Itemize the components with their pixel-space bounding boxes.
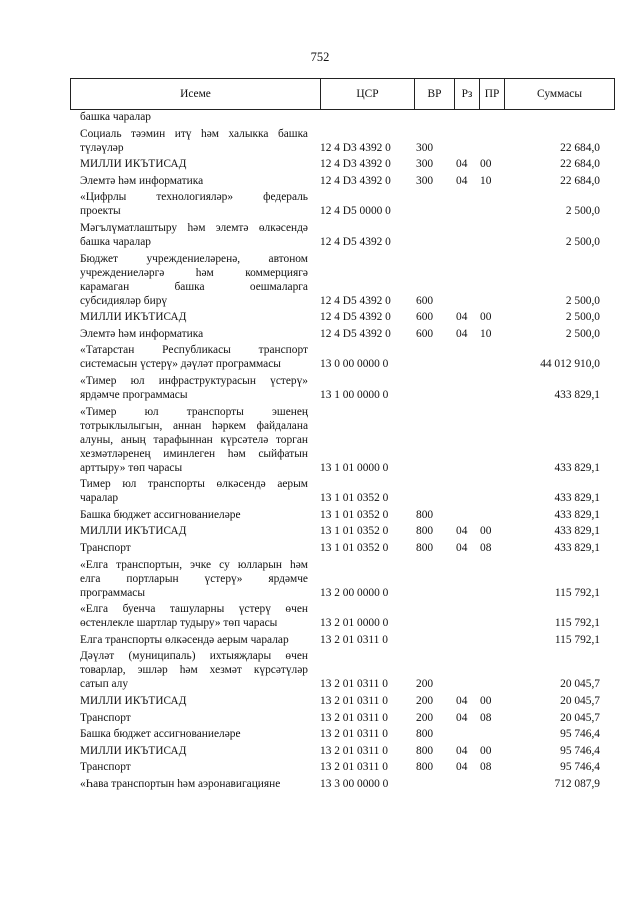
row-rz: 04: [456, 744, 468, 757]
row-name-line: тотрыклылыгын, аннан һәркем файдалана: [80, 419, 308, 432]
table-row: [0, 508, 640, 522]
row-rz: 04: [456, 158, 468, 171]
row-csr: 12 4 D5 4392 0: [320, 327, 391, 340]
row-name-line: субсидияләр бирү: [80, 294, 168, 307]
row-name: [80, 190, 308, 218]
row-name-line: хезмәтләренең иминлеген һәм сыйфатын: [80, 447, 308, 460]
row-name-line: Дәүләт (муниципаль) ихтыяҗлары өчен: [80, 650, 308, 663]
row-csr: 13 2 01 0311 0: [320, 761, 388, 774]
row-sum: 95 746,4: [560, 761, 600, 774]
row-name-line: Элемтә һәм информатика: [80, 174, 204, 187]
table-row: [0, 558, 640, 600]
row-name-line: Башка бюджет ассигнованиеләре: [80, 508, 241, 521]
table-row: [0, 477, 640, 505]
row-sum: 115 792,1: [554, 617, 600, 630]
row-csr: 13 1 01 0352 0: [320, 508, 389, 521]
table-row: [0, 221, 640, 249]
row-name-line: чаралар: [80, 492, 119, 505]
header-csr: ЦСР: [321, 79, 415, 109]
row-csr: 13 2 01 0311 0: [320, 678, 388, 691]
page-number: 752: [310, 50, 330, 64]
row-csr: 13 1 01 0352 0: [320, 492, 389, 505]
table-header: [70, 78, 615, 110]
row-name: [80, 127, 308, 155]
row-name: [80, 744, 308, 758]
row-csr: 13 2 01 0311 0: [320, 695, 388, 707]
table-row: [0, 760, 640, 774]
row-rz: 04: [456, 525, 468, 538]
row-name-line: программасы: [80, 586, 146, 599]
row-csr: 12 4 D3 4392 0: [320, 174, 391, 187]
row-name-line: товарлар, эшләр һәм хезмәт күрсәтүләр: [80, 664, 308, 677]
row-sum: 433 829,1: [554, 389, 600, 401]
row-name: [80, 711, 308, 725]
row-name-line: Транспорт: [80, 542, 131, 554]
row-name: [80, 252, 308, 308]
row-name: [80, 310, 308, 324]
row-csr: 12 4 D5 4392 0: [320, 294, 391, 307]
row-name-line: Транспорт: [80, 761, 131, 774]
row-vr: 800: [416, 728, 434, 741]
row-csr: 13 3 00 0000 0: [320, 778, 389, 790]
table-row: [0, 744, 640, 758]
row-name: [80, 602, 308, 630]
row-name-line: МИЛЛИ ИКЪТИСАД: [80, 311, 187, 324]
table-row: [0, 694, 640, 708]
row-name-line: проекты: [80, 205, 121, 218]
row-name: [80, 524, 308, 538]
row-name-line: «Татарстан Республикасы транспорт: [80, 344, 308, 357]
row-pr: 00: [480, 695, 492, 707]
row-name-line: елга портларын үстерү» ярдәмче: [80, 572, 308, 585]
row-name-line: «Елга буенча ташуларны үстерү өчен: [80, 603, 308, 616]
row-vr: 600: [416, 327, 434, 340]
row-pr: 10: [480, 327, 492, 340]
table-row: [0, 157, 640, 171]
row-name-line: өстенлекле шартлар тудыру» төп чарасы: [80, 617, 278, 630]
row-name-line: МИЛЛИ ИКЪТИСАД: [80, 695, 187, 707]
row-name-line: түләүләр: [80, 141, 124, 154]
row-name-line: учреждениеләргә һәм коммерциягә: [80, 266, 308, 279]
row-vr: 800: [416, 744, 434, 757]
row-name: [80, 541, 308, 555]
row-sum: 2 500,0: [565, 236, 600, 248]
row-rz: 04: [456, 542, 468, 554]
row-name: [80, 221, 308, 249]
row-name-line: арттыру» төп чарасы: [80, 461, 183, 474]
row-sum: 22 684,0: [560, 174, 600, 187]
row-name-line: МИЛЛИ ИКЪТИСАД: [80, 158, 187, 171]
row-rz: 04: [456, 695, 468, 707]
table-row: [0, 252, 640, 308]
row-name-line: сатып алу: [80, 678, 129, 691]
row-name: [80, 174, 308, 188]
row-sum: 95 746,4: [560, 744, 600, 757]
row-pr: 08: [480, 542, 492, 554]
row-name-line: Башка бюджет ассигнованиеләре: [80, 728, 241, 741]
row-sum: 22 684,0: [560, 141, 600, 154]
row-name-line: алуны, аның тарафыннан күрсәтелә торган: [80, 433, 308, 446]
row-name: [80, 760, 308, 774]
row-name: [80, 110, 308, 124]
row-name-line: Транспорт: [80, 711, 131, 724]
row-name: [80, 327, 308, 341]
table-row: [0, 727, 640, 741]
row-name-line: Элемтә һәм информатика: [80, 327, 204, 340]
row-pr: 00: [480, 525, 492, 538]
row-name: [80, 405, 308, 475]
row-sum: 115 792,1: [554, 633, 600, 646]
row-sum: 20 045,7: [560, 678, 600, 691]
row-rz: 04: [456, 711, 468, 724]
row-vr: 300: [416, 174, 434, 187]
header-vr: ВР: [415, 79, 455, 109]
header-sum: Суммасы: [537, 88, 582, 100]
row-name-line: «Тимер юл инфраструктурасын үстерү»: [80, 375, 308, 387]
row-vr: 600: [416, 311, 434, 324]
table-row: [0, 649, 640, 691]
row-name: [80, 694, 308, 708]
row-name-line: карамаган башка оешмаларга: [80, 280, 308, 293]
table-row: [0, 602, 640, 630]
row-rz: 04: [456, 311, 468, 324]
row-csr: 12 4 D3 4392 0: [320, 141, 391, 154]
table-row: [0, 327, 640, 341]
table-row: [0, 711, 640, 725]
header-rz: Рз: [455, 79, 480, 109]
row-name: [80, 477, 308, 505]
row-name-line: МИЛЛИ ИКЪТИСАД: [80, 525, 187, 538]
row-pr: 08: [480, 711, 492, 724]
table-row: [0, 374, 640, 402]
row-pr: 08: [480, 761, 492, 774]
row-sum: 712 087,9: [554, 778, 600, 790]
table-row: [0, 777, 640, 791]
row-name-line: Елга транспорты өлкәсендә аерым чаралар: [80, 633, 289, 646]
row-vr: 800: [416, 761, 434, 774]
table-row: [0, 174, 640, 188]
row-name: [80, 343, 308, 371]
row-sum: 433 829,1: [554, 461, 600, 474]
row-name-line: ярдәмче программасы: [80, 389, 188, 401]
row-sum: 433 829,1: [554, 542, 600, 554]
row-csr: 13 2 01 0311 0: [320, 728, 388, 741]
table-row: [0, 541, 640, 555]
row-vr: 300: [416, 158, 434, 171]
row-name: [80, 649, 308, 691]
table-row: [0, 633, 640, 647]
row-rz: 04: [456, 327, 468, 340]
row-rz: 04: [456, 174, 468, 187]
row-pr: 00: [480, 158, 492, 171]
header-name: Исеме: [71, 79, 321, 109]
row-csr: 13 1 00 0000 0: [320, 389, 389, 401]
row-name-line: «Цифрлы технологияләр» федераль: [80, 191, 308, 204]
row-name: [80, 727, 308, 741]
row-csr: 13 0 00 0000 0: [320, 358, 389, 371]
row-sum: 433 829,1: [554, 525, 600, 538]
row-pr: 00: [480, 311, 492, 324]
row-name-line: башка чаралар: [80, 236, 151, 248]
row-name: [80, 558, 308, 600]
row-sum: 20 045,7: [560, 695, 600, 707]
row-name-line: Бюджет учреждениеләренә, автоном: [80, 252, 308, 265]
row-csr: 12 4 D5 4392 0: [320, 236, 391, 248]
row-csr: 13 1 01 0000 0: [320, 461, 389, 474]
row-pr: 10: [480, 174, 492, 187]
table-row: [0, 310, 640, 324]
row-vr: 200: [416, 678, 434, 691]
row-vr: 800: [416, 525, 434, 538]
row-vr: 300: [416, 141, 434, 154]
row-sum: 95 746,4: [560, 728, 600, 741]
row-sum: 22 684,0: [560, 158, 600, 171]
row-name: [80, 374, 308, 402]
row-csr: 12 4 D5 0000 0: [320, 205, 391, 218]
row-vr: 800: [416, 508, 434, 521]
row-name: [80, 777, 308, 791]
row-name-line: системасын үстерү» дәүләт программасы: [80, 358, 281, 371]
header-pr: ПР: [480, 79, 505, 109]
row-name-line: Мәгълүматлаштыру һәм элемтә өлкәсендә: [80, 222, 308, 234]
row-csr: 13 2 01 0311 0: [320, 711, 388, 724]
row-csr: 12 4 D3 4392 0: [320, 158, 391, 171]
table-row: [0, 524, 640, 538]
row-csr: 13 2 00 0000 0: [320, 586, 389, 599]
table-row: [0, 405, 640, 475]
row-name-line: башка чаралар: [80, 111, 151, 123]
row-sum: 44 012 910,0: [540, 358, 600, 371]
row-csr: 13 2 01 0000 0: [320, 617, 389, 630]
row-rz: 04: [456, 761, 468, 774]
row-vr: 600: [416, 294, 434, 307]
row-name: [80, 157, 308, 171]
row-sum: 2 500,0: [565, 294, 600, 307]
row-name: [80, 508, 308, 522]
row-name-line: «Һава транспортын һәм аэронавигацияне: [80, 778, 281, 790]
table-row: [0, 127, 640, 155]
row-pr: 00: [480, 744, 492, 757]
row-name-line: «Тимер юл транспорты эшенең: [80, 405, 308, 418]
row-csr: 13 2 01 0311 0: [320, 744, 388, 757]
row-name-line: «Елга транспортын, эчке су юлларын һәм: [80, 558, 308, 571]
table-row: [0, 190, 640, 218]
table-row: [0, 343, 640, 371]
row-sum: 2 500,0: [565, 311, 600, 324]
row-sum: 2 500,0: [565, 205, 600, 218]
row-sum: 433 829,1: [554, 492, 600, 505]
row-vr: 200: [416, 695, 434, 707]
row-sum: 433 829,1: [554, 508, 600, 521]
row-name-line: Социаль тәэмин итү һәм халыкка башка: [80, 127, 308, 140]
table-row: [0, 110, 640, 124]
row-name-line: МИЛЛИ ИКЪТИСАД: [80, 744, 187, 757]
row-csr: 12 4 D5 4392 0: [320, 311, 391, 324]
row-sum: 20 045,7: [560, 711, 600, 724]
row-name-line: Тимер юл транспорты өлкәсендә аерым: [80, 478, 308, 491]
row-vr: 200: [416, 711, 434, 724]
row-vr: 800: [416, 542, 434, 554]
row-name: [80, 633, 308, 647]
row-sum: 115 792,1: [554, 586, 600, 599]
row-csr: 13 1 01 0352 0: [320, 542, 389, 554]
row-sum: 2 500,0: [565, 327, 600, 340]
row-csr: 13 1 01 0352 0: [320, 525, 389, 538]
row-csr: 13 2 01 0311 0: [320, 633, 388, 646]
